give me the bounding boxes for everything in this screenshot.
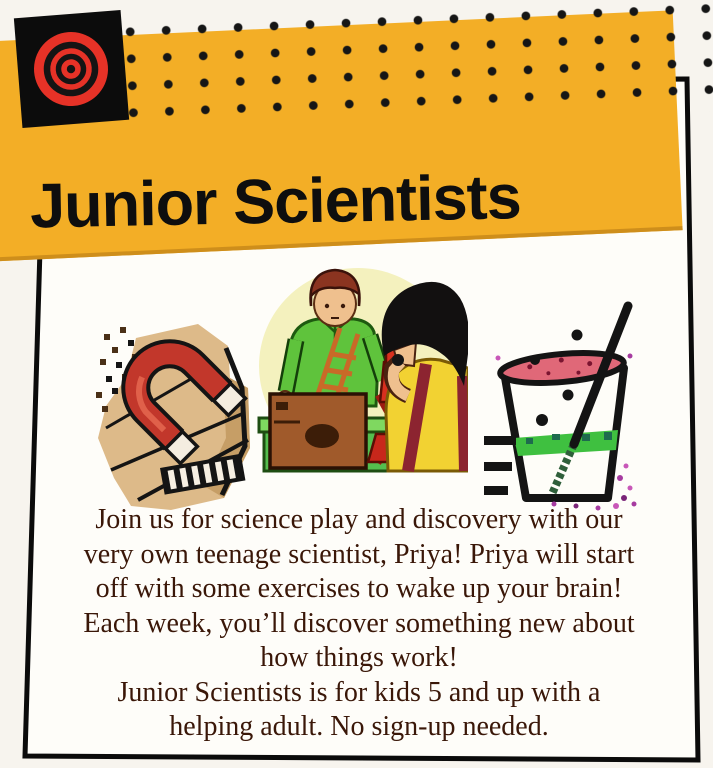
body-line-3: off with some exercises to wake up your brain!: [95, 573, 623, 604]
body-line-7: helping adult. No sign-up needed.: [169, 711, 549, 742]
body-line-4: Each week, you’ll discover something new about: [83, 607, 635, 639]
body-line-6: Junior Scientists is for kids 5 and up with a: [117, 676, 601, 708]
beaker-clipart: [478, 296, 658, 518]
body-text: [33, 503, 685, 745]
body-line-1: Join us for science play and discovery with our: [95, 504, 623, 535]
body-line-5: how things work!: [260, 642, 458, 673]
flyer-title: Junior Scientists: [29, 162, 522, 242]
balance-box: [270, 394, 366, 468]
bullseye-target-icon: [14, 10, 129, 128]
target-badge: [14, 10, 129, 128]
horseshoe-magnet-clipart: [76, 318, 264, 516]
kids-experiment-clipart: [256, 264, 468, 474]
tick-marks: [484, 436, 516, 495]
body-line-2: very own teenage scientist, Priya! Priya will start: [83, 538, 635, 570]
girl-figure: [382, 282, 468, 471]
